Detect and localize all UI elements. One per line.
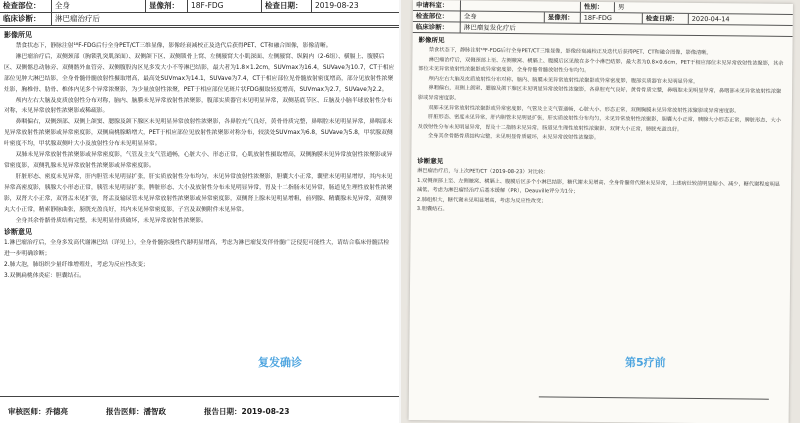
left-finding-paragraph: 双肺未见异常放射性浓聚影或异常密度影，气管及主支气管通畅，心脏大小、形态正常，心肌放射性摄取增高，双侧胸膜未见异常放射性浓聚影或异常密度影，双侧乳腺未见异常放射性浓聚影或异常密度影。 bbox=[4, 152, 393, 169]
right-stamp-label: 第5疗前 bbox=[625, 356, 666, 369]
right-finding-paragraph: 肝脏形态、密度未见异常，肝内胆管未见明显扩张，肝实质放射性分布均匀，未见异常放射性浓聚影，胆囊大小正常，胰腺大小形态正常，脾脏形态、大小及放射性分布未见明显异常，胃及十二指肠未见异常，肠道见生理性放射性浓聚影，双肾大小正常，膀胱充盈良好。 bbox=[417, 114, 781, 133]
right-req-value bbox=[461, 1, 581, 12]
left-finding-paragraph: 颅内左右大脑及皮质放射性分布对称，脑内、脑膜未见异常放射性浓聚影，腹部实质器官未见明显异常，双侧基底节区、丘脑及小脑半球放射性分布对称，未见异常放射性浓聚影或稀疏影。 bbox=[4, 97, 393, 115]
left-report-body bbox=[0, 27, 399, 397]
right-signature-line bbox=[539, 396, 769, 416]
right-conclusion-item: 1.双侧颈部上至、左侧腋窝、横膈上、腹膜后区多个小淋巴结影，糖代谢未见增高，全身骨髓骨代谢未见异常，上述病灶较前明显缩小、减少，糖代谢程度明显减低，考虑为淋巴瘤经治疗后基本缓解（PR），Deauville评分为1分； bbox=[416, 177, 781, 195]
left-finding-paragraph: 肝脏形态、密度未见异常，肝内胆管未见明显扩张，肝实质放射性分布均匀，未见异常放射性浓聚影，胆囊大小正常，囊壁未见明显增厚，其内未见异常高密度影，胰腺大小形态正常，胰管未见明显扩张，脾脏形态、大小及放射性分布未见明显异常，胃及十二指肠未见异常，肠道见生理性放射性浓聚影，双肾大小正常，双肾盂未见扩张，肾盂及输尿管未见异常放射性浓聚影或异常密度影，双侧肾上腺未见明显增粗，前列腺、精囊腺未见异常，双侧睾丸大小正常，精索静脉曲张，膀胱充盈良好，其内未见异常密度影，子宫及双侧附件未见异常。 bbox=[4, 173, 393, 213]
right-finding-paragraph: 淋巴瘤治疗后，双侧颈部上至、左侧腋窝、横膈上、腹膜后区见散在多个小淋巴结影，最大者为0.8×0.6cm，PET于相应部位未见异常放射性浓聚影，其余部位未见异常放射性浓聚影或异常密度影，全身骨骼骨髓放射性分布均匀。 bbox=[418, 56, 784, 75]
left-diag-value: 淋巴瘤治疗后 bbox=[55, 14, 100, 23]
left-date-value: 2019-08-23 bbox=[315, 1, 359, 10]
left-reporter bbox=[106, 406, 166, 417]
right-sex-value: 男 bbox=[617, 3, 625, 12]
left-device-value: 18F-FDG bbox=[188, 0, 262, 12]
left-reviewer-name: 乔德亮 bbox=[45, 406, 68, 416]
right-finding-paragraph: 颅内左右大脑及皮质放射性分布对称，脑内、脑膜未见异常放射性浓聚影或异常密度影，腹部实质器官未见明显异常。 bbox=[428, 75, 699, 85]
right-dept-label: 检查部位： bbox=[413, 11, 461, 22]
left-header-row-2 bbox=[0, 13, 399, 26]
right-conclusion-list bbox=[417, 167, 785, 219]
left-reviewer-label: 审核医师： bbox=[8, 406, 46, 416]
right-sex-label: 性别： bbox=[581, 2, 615, 12]
right-report-photo bbox=[401, 0, 800, 423]
right-device-value: 18F-FDG bbox=[581, 13, 643, 24]
left-report-date bbox=[204, 406, 289, 417]
right-report-body bbox=[411, 33, 793, 221]
right-paper bbox=[409, 0, 793, 423]
left-reporter-label: 报告医师： bbox=[106, 406, 144, 416]
left-dept-value: 全身 bbox=[52, 0, 146, 12]
left-report bbox=[0, 0, 399, 423]
left-findings-title: 影像所见 bbox=[4, 31, 32, 39]
right-findings-title: 影像所见 bbox=[418, 36, 445, 45]
left-date-label: 检查日期： bbox=[262, 0, 312, 12]
right-diag-value: 淋巴瘤复发化疗后 bbox=[463, 23, 516, 33]
left-device-label: 显像剂： bbox=[146, 0, 188, 12]
right-dept-value: 全身 bbox=[461, 12, 545, 23]
left-conclusion-item: 2.肺大泡，肺组织少量纤维增殖灶，考虑为反应性改变； bbox=[4, 262, 149, 269]
right-conclusion-item: 2.肺组织大，糖代谢未见明显增高，考虑为反应性改变； bbox=[416, 196, 547, 205]
left-finding-paragraph: 禁食状态下，静脉注射¹⁸F-FDG后行全身PET/CT三维显像，影像经衰减校正及迭代后获得PET、CT和融合图像，影像清晰。 bbox=[15, 43, 332, 49]
right-device-label: 显像剂： bbox=[545, 12, 581, 22]
left-conclusion-title: 诊断意见 bbox=[4, 228, 32, 237]
left-conclusion-item: 1.淋巴瘤治疗后，全身多发高代谢淋巴结（详见上），全身骨髓弥漫性代谢明显增高，考虑为淋巴瘤复发伴骨髓广泛侵犯可能性大，请结合临床骨髓活检进一步明确诊断； bbox=[4, 240, 390, 258]
left-finding-paragraph: 淋巴瘤治疗后，双侧颈部（胸锁乳突肌深面）、双侧颌下区、双侧锁骨上窝、左侧腋窝大小肌深面、左侧腋窝、纵隔内（2-6组）、横膈上、腹膜后区、双侧髂总动脉旁、双侧髂外血管旁、双侧腹股沟区见多发大小不等淋巴结影，最大者为1.8×1.2cm，SUVmax为16.4，SUVave为10.7，CT于相应部位见肿大淋巴结影，全身骨髓骨髓放射性摄取增高，最高处SUVmax为14.1，SUVave为7.4，CT于相应部位见骨髓放射密度增高，部分见放射性浓聚灶影，胸椎骨、肋骨、椎体内见多个异常浓聚影，为少量放射性浓聚，PET于相应部位见斑片状FDG摄取轻度增高，SUVmax为2.7，SUVave为2.2。 bbox=[4, 53, 395, 93]
left-conclusion-item: 3.双侧扁桃体炎症：胆囊结石。 bbox=[4, 273, 85, 280]
right-date-value: 2020-04-14 bbox=[691, 14, 730, 24]
right-conclusion-item: 3.胆囊结石。 bbox=[416, 206, 448, 213]
left-footer bbox=[0, 399, 399, 423]
left-header-row-1 bbox=[0, 0, 399, 13]
left-finding-paragraph: 鼻咽偏右，双侧颈部、双侧上颌窦、腮腺及颌下腺区未见明显异常放射性浓聚影，各鼻腔充气良好，黄骨骨质完整，鼻咽腔未见明显异常，鼻咽部未见异常放射性浓聚影或异常密度影，双侧扁桃腺略增大，PET于相应部位见放射性浓聚影对称分布，较淡处SUVmax为6.8，SUVave为5.8，甲状腺双侧叶密度不均，甲状腺双侧叶大小及放射性分布未见明显异常。 bbox=[4, 119, 393, 148]
left-reporter-name: 潘智政 bbox=[143, 406, 166, 416]
right-finding-paragraph: 全身其余骨骼骨质结构完整，未见明显骨质破坏，未见异常放射性浓聚影。 bbox=[427, 133, 600, 142]
right-diag-label: 临床诊断： bbox=[413, 22, 461, 33]
left-diag-label: 临床诊断： bbox=[0, 13, 52, 25]
right-finding-paragraph: 双肺未见异常放射性浓聚影或异常密度影，气管及主支气管通畅，心脏大小、形态正常，双侧胸膜未见异常放射性浓聚影或异常密度影。 bbox=[428, 104, 740, 114]
right-conclusion-title: 诊断意见 bbox=[417, 156, 444, 166]
left-dept-label: 检查部位： bbox=[0, 0, 52, 12]
left-reviewer bbox=[8, 406, 68, 417]
left-report-date-label: 报告日期： bbox=[204, 406, 242, 416]
right-finding-paragraph: 鼻咽偏右，双侧上颌窦、腮腺及颌下腺区未见明显异常放射性浓聚影，各鼻腔充气良好，黄骨骨质完整，鼻咽腔未见明显异常，鼻咽部未见异常放射性浓聚影或异常密度影。 bbox=[417, 85, 782, 102]
right-date-label: 检查日期： bbox=[643, 13, 689, 23]
left-stamp-label: 复发确诊 bbox=[258, 356, 302, 369]
left-report-date-value: 2019-08-23 bbox=[241, 406, 290, 416]
right-req-label: 申请科室： bbox=[413, 0, 461, 11]
left-conclusion-list bbox=[4, 238, 395, 282]
right-conclusion-intro: 淋巴瘤治疗后，与上次PET/CT（2019-08-23）对比较： bbox=[417, 167, 549, 176]
left-finding-paragraph: 全身其余骨骼骨质结构完整，未见明显骨质破坏，未见异常放射性浓聚影。 bbox=[15, 217, 207, 224]
right-finding-paragraph: 禁食状态下，静脉注射¹⁸F-FDG后行全身PET/CT三维显像，影像经衰减校正及迭代后获得PET、CT和融合图像，影像清晰。 bbox=[428, 47, 712, 57]
